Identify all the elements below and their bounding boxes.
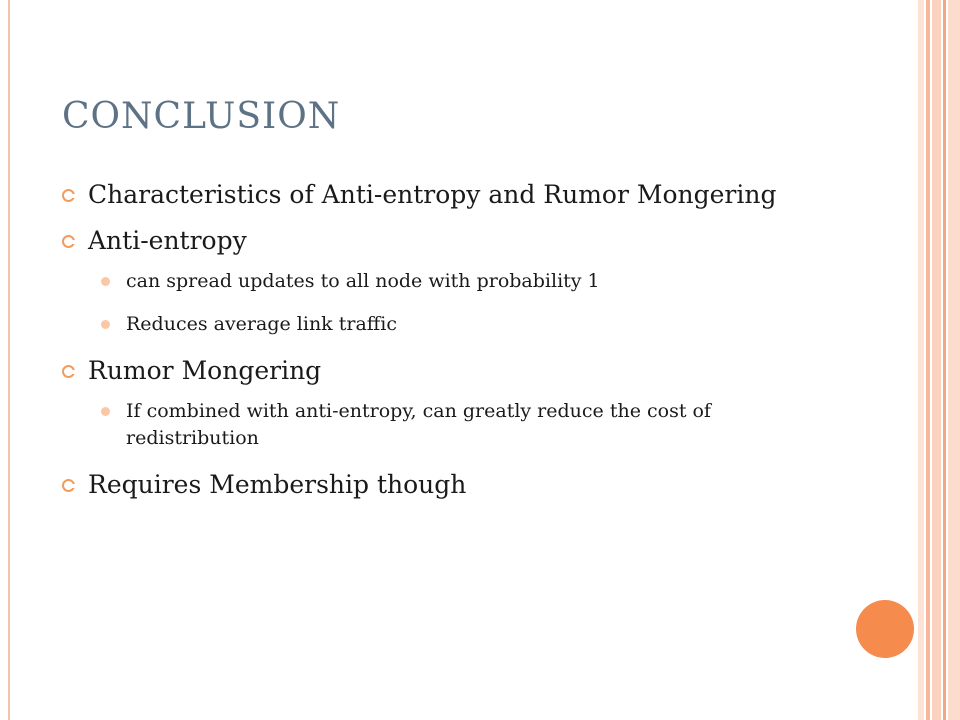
accent-circle	[856, 600, 914, 658]
filled-dot-bullet-icon	[101, 407, 110, 416]
bullet-item	[62, 178, 842, 212]
bullet-item	[62, 468, 842, 502]
bullet-text: Anti-entropy	[88, 226, 247, 255]
slide-title: CONCLUSION	[62, 96, 341, 137]
filled-dot-bullet-icon	[101, 320, 110, 329]
open-circle-bullet-icon	[62, 365, 75, 378]
bullet-text: Requires Membership though	[88, 470, 467, 499]
left-border-line	[8, 0, 10, 720]
sub-bullet-item	[88, 268, 842, 295]
sub-bullet-list	[88, 268, 842, 338]
bullet-item	[62, 224, 842, 338]
sub-bullet-text: can spread updates to all node with probability 1	[126, 270, 600, 292]
sub-bullet-text: If combined with anti-entropy, can greatly reduce the cost of redistribution	[126, 400, 711, 449]
right-decorative-stripes	[918, 0, 960, 720]
bullet-text: Characteristics of Anti-entropy and Rumor Mongering	[88, 180, 777, 209]
bullet-list	[62, 178, 842, 514]
open-circle-bullet-icon	[62, 189, 75, 202]
bullet-item	[62, 354, 842, 452]
open-circle-bullet-icon	[62, 479, 75, 492]
sub-bullet-item	[88, 398, 842, 452]
sub-bullet-list	[88, 398, 842, 452]
sub-bullet-text: Reduces average link traffic	[126, 313, 397, 335]
filled-dot-bullet-icon	[101, 277, 110, 286]
sub-bullet-item	[88, 311, 842, 338]
bullet-text: Rumor Mongering	[88, 356, 322, 385]
open-circle-bullet-icon	[62, 235, 75, 248]
